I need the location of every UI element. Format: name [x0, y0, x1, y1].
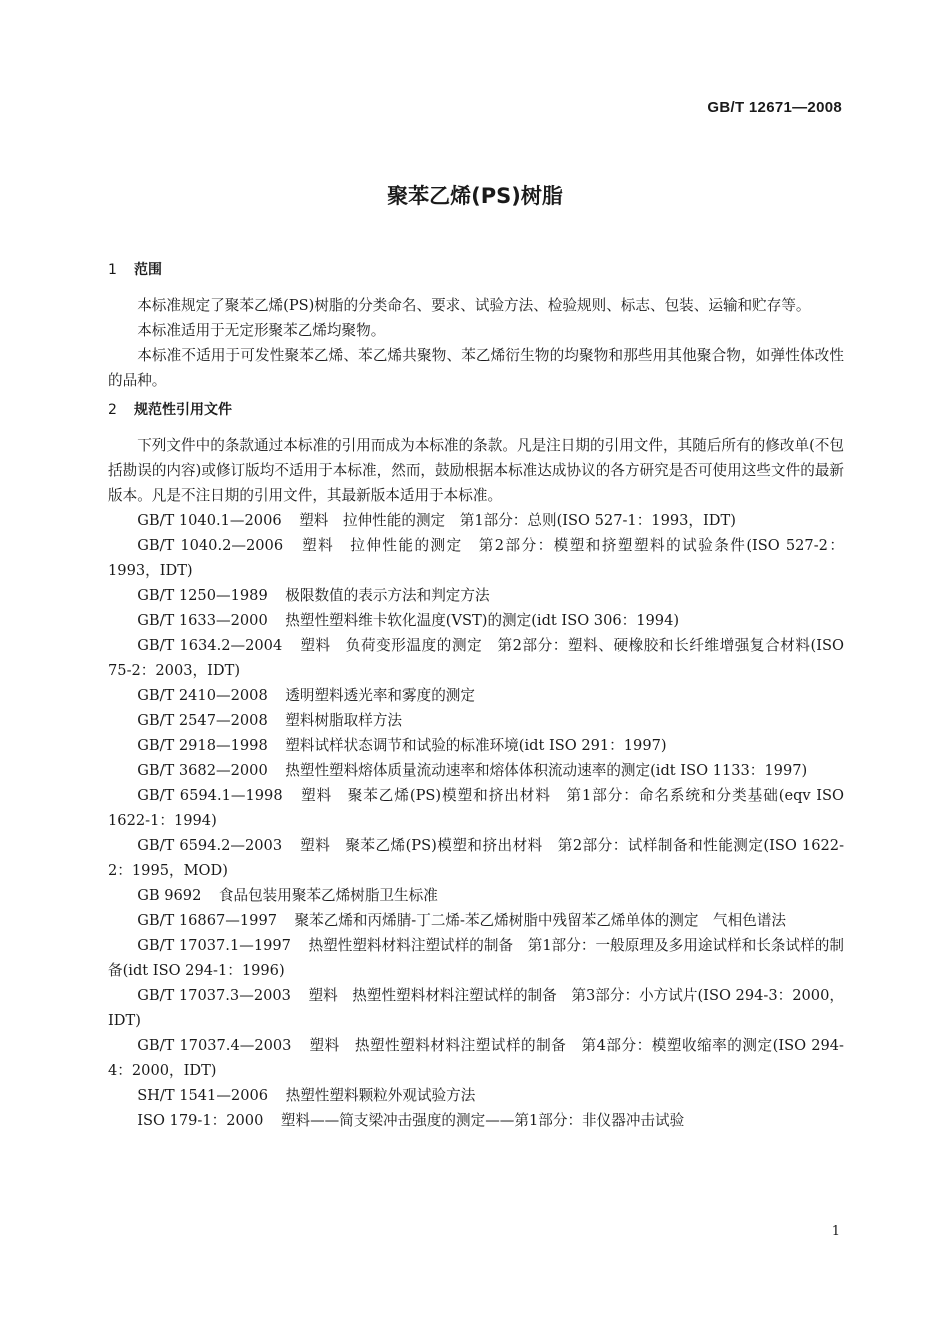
- reference-item: [108, 1108, 844, 1133]
- reference-code: GB 9692: [137, 887, 202, 904]
- reference-title: 塑料 拉伸性能的测定 第2部分：模塑和挤塑塑料的试验条件(ISO 527-2：1993，IDT): [108, 537, 844, 579]
- reference-title: 塑料 聚苯乙烯(PS)模塑和挤出材料 第1部分：命名系统和分类基础(eqv ISO 1622-1：1994): [108, 787, 844, 829]
- reference-item: [108, 683, 844, 708]
- reference-code: GB/T 17037.1—1997: [137, 937, 291, 954]
- reference-code: GB/T 16867—1997: [137, 912, 278, 929]
- reference-code: GB/T 3682—2000: [137, 762, 268, 779]
- reference-item: [108, 708, 844, 733]
- reference-code: GB/T 1040.2—2006: [137, 537, 284, 554]
- reference-title: 食品包装用聚苯乙烯树脂卫生标准: [218, 887, 438, 904]
- reference-code: GB/T 2410—2008: [137, 687, 268, 704]
- reference-code: GB/T 1040.1—2006: [137, 512, 282, 529]
- reference-item: [108, 1083, 844, 1108]
- section-title: 范围: [134, 262, 162, 278]
- reference-code: GB/T 1633—2000: [137, 612, 268, 629]
- reference-item: [108, 758, 844, 783]
- document-title: 聚苯乙烯(PS)树脂: [387, 184, 563, 208]
- reference-title: 塑料 拉伸性能的测定 第1部分：总则(ISO 527-1：1993，IDT): [299, 512, 736, 529]
- reference-title: 塑料 聚苯乙烯(PS)模塑和挤出材料 第2部分：试样制备和性能测定(ISO 1622-2：1995，MOD): [108, 837, 844, 879]
- scope-paragraph: 本标准适用于无定形聚苯乙烯均聚物。: [137, 322, 386, 339]
- references-intro: 下列文件中的条款通过本标准的引用而成为本标准的条款。凡是注日期的引用文件，其随后所有的修改单(不包括勘误的内容)或修订版均不适用于本标准，然而，鼓励根据本标准达成协议的各方研究是否可使用这些文件的最新版本。凡是不注日期的引用文件，其最新版本适用于本标准。: [108, 437, 844, 504]
- reference-item: [108, 908, 844, 933]
- reference-title: 塑料树脂取样方法: [285, 712, 403, 729]
- reference-item: [108, 733, 844, 758]
- reference-title: 热塑性塑料维卡软化温度(VST)的测定(idt ISO 306：1994): [285, 612, 680, 629]
- reference-title: 透明塑料透光率和雾度的测定: [285, 687, 475, 704]
- reference-title: 热塑性塑料熔体质量流动速率和熔体体积流动速率的测定(idt ISO 1133：1997): [285, 762, 808, 779]
- reference-item: [108, 983, 844, 1033]
- reference-code: GB/T 6594.2—2003: [137, 837, 283, 854]
- reference-item: [108, 508, 844, 533]
- reference-code: GB/T 17037.4—2003: [137, 1037, 292, 1054]
- reference-code: GB/T 6594.1—1998: [137, 787, 283, 804]
- reference-code: ISO 179-1：2000: [137, 1112, 264, 1129]
- reference-title: 塑料试样状态调节和试验的标准环境(idt ISO 291：1997): [285, 737, 667, 754]
- section-heading-references: [108, 398, 844, 423]
- reference-code: GB/T 2918—1998: [137, 737, 268, 754]
- reference-list: [108, 508, 844, 1133]
- reference-item: [108, 533, 844, 583]
- reference-code: GB/T 1250—1989: [137, 587, 268, 604]
- reference-title: 聚苯乙烯和丙烯腈-丁二烯-苯乙烯树脂中残留苯乙烯单体的测定 气相色谱法: [294, 912, 787, 929]
- scope-paragraph: 本标准不适用于可发性聚苯乙烯、苯乙烯共聚物、苯乙烯衍生物的均聚物和那些用其他聚合物，如弹性体改性的品种。: [108, 347, 844, 389]
- reference-title: 塑料 负荷变形温度的测定 第2部分：塑料、硬橡胶和长纤维增强复合材料(ISO 75-2：2003，IDT): [108, 637, 844, 679]
- section-number: 1: [108, 262, 117, 278]
- reference-item: [108, 783, 844, 833]
- section-title: 规范性引用文件: [134, 402, 232, 418]
- reference-item: [108, 583, 844, 608]
- reference-item: [108, 633, 844, 683]
- reference-title: 塑料 热塑性塑料材料注塑试样的制备 第4部分：模塑收缩率的测定(ISO 294-4：2000，IDT): [108, 1037, 844, 1079]
- reference-title: 塑料 热塑性塑料材料注塑试样的制备 第3部分：小方试片(ISO 294-3：2000，IDT): [108, 987, 844, 1029]
- document-body: [108, 258, 844, 1133]
- reference-code: GB/T 2547—2008: [137, 712, 268, 729]
- reference-item: [108, 933, 844, 983]
- reference-item: [108, 833, 844, 883]
- reference-item: [108, 883, 844, 908]
- reference-code: GB/T 17037.3—2003: [137, 987, 291, 1004]
- reference-title: 塑料——简支梁冲击强度的测定——第1部分：非仪器冲击试验: [280, 1112, 685, 1129]
- scope-paragraph: 本标准规定了聚苯乙烯(PS)树脂的分类命名、要求、试验方法、检验规则、标志、包装、运输和贮存等。: [137, 297, 811, 314]
- reference-title: 热塑性塑料材料注塑试样的制备 第1部分：一般原理及多用途试样和长条试样的制备(idt ISO 294-1：1996): [108, 937, 844, 979]
- reference-item: [108, 608, 844, 633]
- reference-code: GB/T 1634.2—2004: [137, 637, 283, 654]
- reference-title: 极限数值的表示方法和判定方法: [285, 587, 490, 604]
- standard-code: GB/T 12671—2008: [707, 99, 842, 116]
- reference-item: [108, 1033, 844, 1083]
- page-number: 1: [831, 1224, 840, 1239]
- reference-code: SH/T 1541—2006: [137, 1087, 269, 1104]
- reference-title: 热塑性塑料颗粒外观试验方法: [285, 1087, 476, 1104]
- section-number: 2: [108, 402, 117, 418]
- section-heading-scope: [108, 258, 844, 283]
